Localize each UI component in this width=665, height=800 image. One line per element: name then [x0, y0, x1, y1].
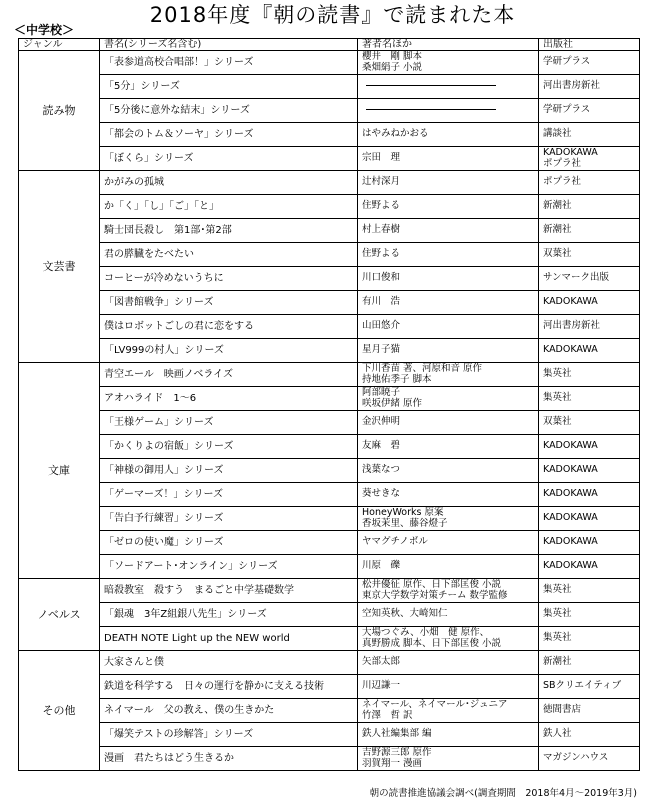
author-cell: 金沢伸明	[358, 411, 539, 435]
publisher-cell: KADOKAWA	[539, 507, 640, 531]
publisher-cell: 鉄人社	[539, 723, 640, 747]
publisher-cell: KADOKAWA	[539, 339, 640, 363]
book-title-cell: 「図書館戦争」シリーズ	[100, 291, 358, 315]
book-title-cell: コーヒーが冷めないうちに	[100, 267, 358, 291]
book-title-cell: 大家さんと僕	[100, 651, 358, 675]
author-cell: 松井優征 原作、日下部匡俊 小説 東京大学数学対策チーム 数学監修	[358, 579, 539, 603]
author-cell: 星月子猫	[358, 339, 539, 363]
book-title-cell: ネイマール 父の教え、僕の生きかた	[100, 699, 358, 723]
table-row	[19, 75, 640, 99]
author-cell: 友麻 碧	[358, 435, 539, 459]
book-title-cell: かがみの孤城	[100, 171, 358, 195]
table-row	[19, 291, 640, 315]
col-title: 書名(シリーズ名含む)	[100, 39, 358, 51]
publisher-cell: 学研プラス	[539, 51, 640, 75]
publisher-cell: SBクリエイティブ	[539, 675, 640, 699]
author-cell	[358, 75, 539, 99]
book-title-cell: 「ソードアート･オンライン」シリーズ	[100, 555, 358, 579]
publisher-cell: 新潮社	[539, 651, 640, 675]
author-cell: 住野よる	[358, 195, 539, 219]
blank-author-line	[366, 109, 496, 110]
table-body	[19, 51, 640, 771]
author-cell: 山田悠介	[358, 315, 539, 339]
author-cell: 住野よる	[358, 243, 539, 267]
author-cell: ヤマグチノボル	[358, 531, 539, 555]
author-cell: ネイマール、ネイマール･ジュニア 竹澤 哲 訳	[358, 699, 539, 723]
author-cell	[358, 99, 539, 123]
author-cell: 葵せきな	[358, 483, 539, 507]
table-row	[19, 387, 640, 411]
table-row	[19, 195, 640, 219]
table-row	[19, 363, 640, 387]
book-title-cell: 「5分」シリーズ	[100, 75, 358, 99]
table-row	[19, 267, 640, 291]
book-title-cell: 「告白予行練習」シリーズ	[100, 507, 358, 531]
publisher-cell: 新潮社	[539, 219, 640, 243]
publisher-cell: 河出書房新社	[539, 315, 640, 339]
author-cell: 村上春樹	[358, 219, 539, 243]
author-cell: はやみねかおる	[358, 123, 539, 147]
publisher-cell: KADOKAWA	[539, 435, 640, 459]
source-note: 朝の読書推進協議会調べ(調査期間 2018年4月～2019年3月)	[369, 788, 637, 799]
page-title: 2018年度『朝の読書』で読まれた本	[149, 3, 516, 27]
author-cell: 矢部太郎	[358, 651, 539, 675]
book-title-cell: 鉄道を科学する 日々の運行を静かに支える技術	[100, 675, 358, 699]
book-title-cell: 君の膵臓をたべたい	[100, 243, 358, 267]
table-row	[19, 219, 640, 243]
table-row	[19, 531, 640, 555]
author-cell: 櫻井 剛 脚本 桑畑絹子 小説	[358, 51, 539, 75]
publisher-cell: KADOKAWA	[539, 291, 640, 315]
header-row	[19, 39, 640, 51]
author-cell: 大場つぐみ、小畑 健 原作、 真野勝成 脚本、日下部匡俊 小説	[358, 627, 539, 651]
table-row	[19, 147, 640, 171]
genre-cell: その他	[19, 651, 100, 771]
table-row	[19, 483, 640, 507]
publisher-cell: KADOKAWA	[539, 483, 640, 507]
book-title-cell: 「王様ゲーム」シリーズ	[100, 411, 358, 435]
publisher-cell: 集英社	[539, 603, 640, 627]
publisher-cell: 新潮社	[539, 195, 640, 219]
table-row	[19, 315, 640, 339]
table-row	[19, 699, 640, 723]
book-title-cell: 「ぼくら」シリーズ	[100, 147, 358, 171]
table-row	[19, 603, 640, 627]
publisher-cell: サンマーク出版	[539, 267, 640, 291]
table-row	[19, 123, 640, 147]
book-title-cell: 「ゲーマーズ！」シリーズ	[100, 483, 358, 507]
book-title-cell: 「神様の御用人」シリーズ	[100, 459, 358, 483]
author-cell: 空知英秋、大崎知仁	[358, 603, 539, 627]
book-title-cell: 暗殺教室 殺すう まるごと中学基礎数学	[100, 579, 358, 603]
publisher-cell: 講談社	[539, 123, 640, 147]
book-title-cell: 青空エール 映画ノベライズ	[100, 363, 358, 387]
publisher-cell: 集英社	[539, 363, 640, 387]
author-cell: HoneyWorks 原案 香坂茉里、藤谷燈子	[358, 507, 539, 531]
author-cell: 鉄人社編集部 編	[358, 723, 539, 747]
col-author: 著者名ほか	[358, 39, 539, 51]
publisher-cell: 集英社	[539, 579, 640, 603]
publisher-cell: 双葉社	[539, 411, 640, 435]
genre-cell: 文芸書	[19, 171, 100, 363]
table-row	[19, 579, 640, 603]
publisher-cell: 徳間書店	[539, 699, 640, 723]
author-cell: 阿部暁子 咲坂伊緒 原作	[358, 387, 539, 411]
publisher-cell: KADOKAWA ポプラ社	[539, 147, 640, 171]
book-title-cell: 「かくりよの宿飯」シリーズ	[100, 435, 358, 459]
author-cell: 辻村深月	[358, 171, 539, 195]
section-label: ＜中学校＞	[14, 23, 75, 37]
author-cell: 川辺謙一	[358, 675, 539, 699]
table-row	[19, 627, 640, 651]
book-title-cell: 「爆笑テストの珍解答」シリーズ	[100, 723, 358, 747]
table-row	[19, 435, 640, 459]
publisher-cell: ポプラ社	[539, 171, 640, 195]
publisher-cell: 河出書房新社	[539, 75, 640, 99]
table-row	[19, 723, 640, 747]
genre-cell: ノベルス	[19, 579, 100, 651]
books-table	[18, 38, 640, 771]
book-title-cell: 「銀魂 3年Z組銀八先生」シリーズ	[100, 603, 358, 627]
book-title-cell: 「ゼロの使い魔」シリーズ	[100, 531, 358, 555]
publisher-cell: 集英社	[539, 627, 640, 651]
table-row	[19, 651, 640, 675]
author-cell: 川口俊和	[358, 267, 539, 291]
table-row	[19, 171, 640, 195]
table-row	[19, 339, 640, 363]
book-title-cell: 僕はロボットごしの君に恋をする	[100, 315, 358, 339]
book-title-cell: 「表参道高校合唱部！」シリーズ	[100, 51, 358, 75]
book-title-cell: 「LV999の村人」シリーズ	[100, 339, 358, 363]
col-publisher: 出版社	[539, 39, 640, 51]
book-title-cell: 「5分後に意外な結末」シリーズ	[100, 99, 358, 123]
blank-author-line	[366, 85, 496, 86]
table-row	[19, 459, 640, 483]
publisher-cell: KADOKAWA	[539, 531, 640, 555]
publisher-cell: 学研プラス	[539, 99, 640, 123]
book-title-cell: か「く」「し」「ご」「と」	[100, 195, 358, 219]
genre-cell: 文庫	[19, 363, 100, 579]
author-cell: 下川香苗 著、河原和音 原作 持地佑季子 脚本	[358, 363, 539, 387]
book-title-cell: 漫画 君たちはどう生きるか	[100, 747, 358, 771]
table-row	[19, 507, 640, 531]
author-cell: 宗田 理	[358, 147, 539, 171]
col-genre: ジャンル	[19, 39, 100, 51]
book-title-cell: DEATH NOTE Light up the NEW world	[100, 627, 358, 651]
table-row	[19, 747, 640, 771]
book-title-cell: 「都会のトム＆ソーヤ」シリーズ	[100, 123, 358, 147]
author-cell: 川原 礫	[358, 555, 539, 579]
author-cell: 浅葉なつ	[358, 459, 539, 483]
publisher-cell: KADOKAWA	[539, 459, 640, 483]
author-cell: 有川 浩	[358, 291, 539, 315]
table-row	[19, 411, 640, 435]
table-row	[19, 675, 640, 699]
table-row	[19, 51, 640, 75]
publisher-cell: 双葉社	[539, 243, 640, 267]
author-cell: 吉野源三郎 原作 羽賀翔一 漫画	[358, 747, 539, 771]
genre-cell: 読み物	[19, 51, 100, 171]
publisher-cell: マガジンハウス	[539, 747, 640, 771]
table-row	[19, 555, 640, 579]
table-row	[19, 99, 640, 123]
book-title-cell: 騎士団長殺し 第1部･第2部	[100, 219, 358, 243]
book-title-cell: アオハライド 1～6	[100, 387, 358, 411]
publisher-cell: KADOKAWA	[539, 555, 640, 579]
publisher-cell: 集英社	[539, 387, 640, 411]
table-row	[19, 243, 640, 267]
